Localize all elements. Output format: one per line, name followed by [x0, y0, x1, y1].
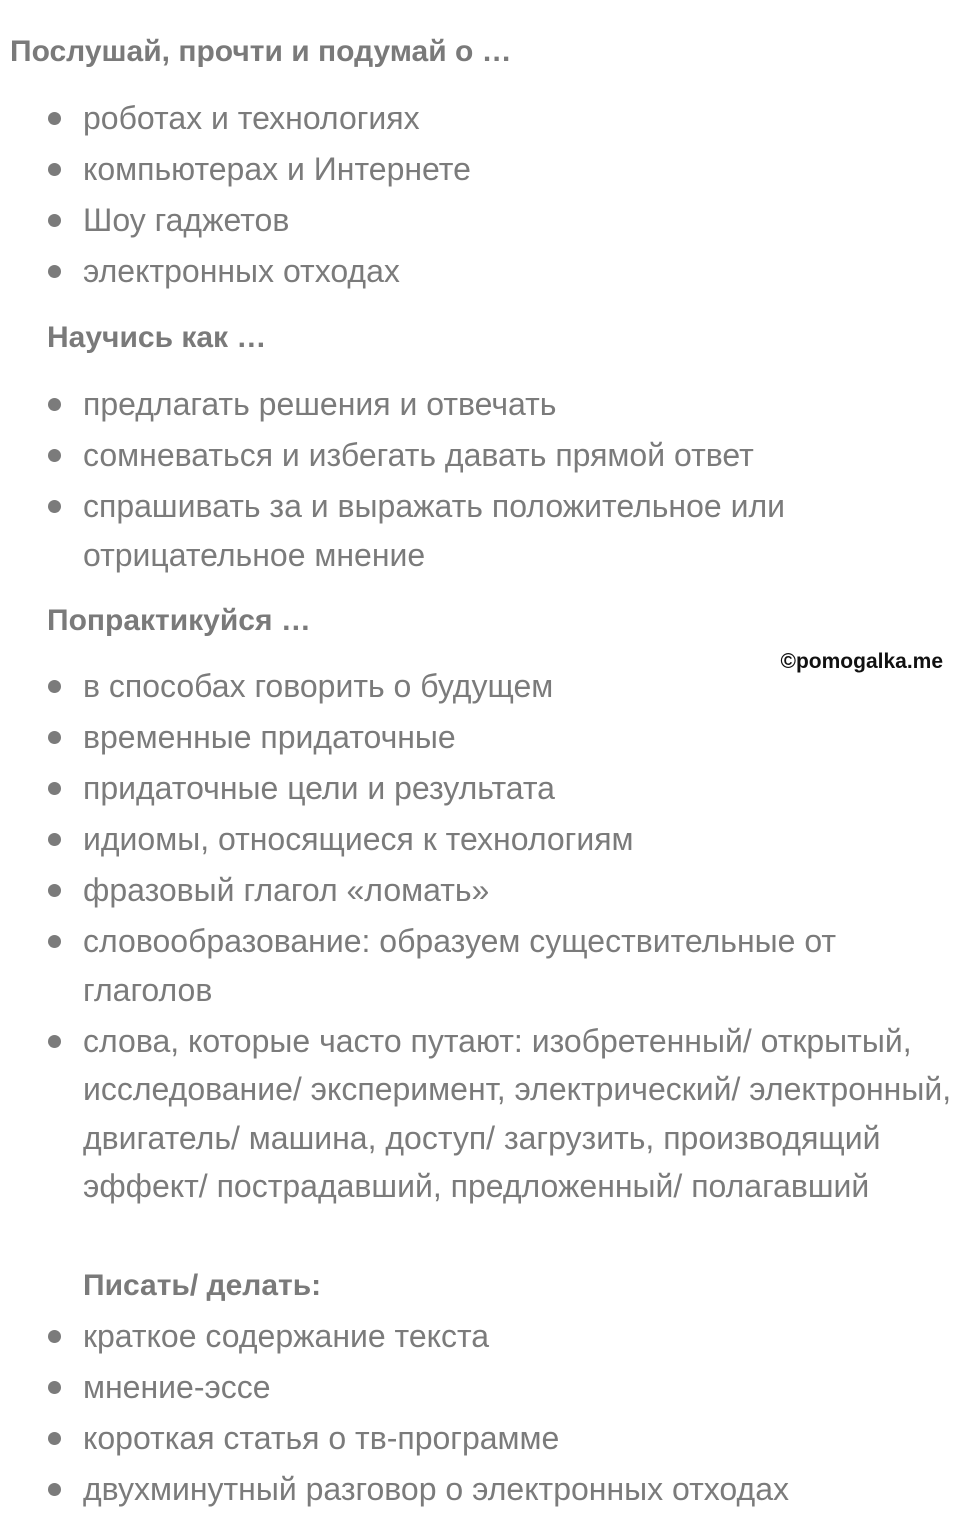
- bullet-icon: [48, 884, 61, 897]
- bullet-icon: [48, 782, 61, 795]
- watermark: ©pomogalka.me: [780, 650, 943, 673]
- list-item: слова, которые часто путают: изобретенный/ открытый, исследование/ эксперимент, электрический/ электронный, двигатель/ машина, доступ/ загрузить, производящий эффект/ пострадавший, предложенный/ полагавший: [0, 1017, 955, 1211]
- bullet-icon: [48, 1381, 61, 1394]
- list-item: краткое содержание текста: [0, 1312, 955, 1361]
- list-item: придаточные цели и результата: [0, 764, 955, 813]
- list-item: идиомы, относящиеся к технологиям: [0, 815, 955, 864]
- list-item: мнение-эссе: [0, 1363, 955, 1412]
- list-item: двухминутный разговор о электронных отходах: [0, 1465, 955, 1514]
- list-item: компьютерах и Интернете: [0, 145, 955, 194]
- list-write: [0, 1312, 955, 1516]
- bullet-icon: [48, 1432, 61, 1445]
- bullet-icon: [48, 163, 61, 176]
- list-item: временные придаточные: [0, 713, 955, 762]
- list-item: электронных отходах: [0, 247, 955, 296]
- bullet-icon: [48, 1483, 61, 1496]
- bullet-icon: [48, 112, 61, 125]
- section-heading-write: Писать/ делать:: [83, 1269, 322, 1302]
- list-item: короткая статья о тв-программе: [0, 1414, 955, 1463]
- bullet-icon: [48, 265, 61, 278]
- section-heading-listen: Послушай, прочти и подумай о …: [10, 35, 512, 68]
- bullet-icon: [48, 731, 61, 744]
- list-item: роботах и технологиях: [0, 94, 955, 143]
- bullet-icon: [48, 500, 61, 513]
- list-practice: [0, 662, 955, 1213]
- bullet-icon: [48, 1330, 61, 1343]
- bullet-icon: [48, 214, 61, 227]
- bullet-icon: [48, 833, 61, 846]
- section-heading-learn: Научись как …: [47, 321, 267, 354]
- list-item: спрашивать за и выражать положительное или отрицательное мнение: [0, 482, 955, 579]
- list-item: словообразование: образуем существительные от глаголов: [0, 917, 955, 1014]
- list-listen: [0, 94, 955, 298]
- bullet-icon: [48, 449, 61, 462]
- list-item: сомневаться и избегать давать прямой ответ: [0, 431, 955, 480]
- list-item: фразовый глагол «ломать»: [0, 866, 955, 915]
- list-item: предлагать решения и отвечать: [0, 380, 955, 429]
- list-item: в способах говорить о будущем: [0, 662, 955, 711]
- list-learn: [0, 380, 955, 582]
- section-heading-practice: Попрактикуйся …: [47, 604, 311, 637]
- bullet-icon: [48, 935, 61, 948]
- bullet-icon: [48, 680, 61, 693]
- list-item: Шоу гаджетов: [0, 196, 955, 245]
- bullet-icon: [48, 1035, 61, 1048]
- bullet-icon: [48, 398, 61, 411]
